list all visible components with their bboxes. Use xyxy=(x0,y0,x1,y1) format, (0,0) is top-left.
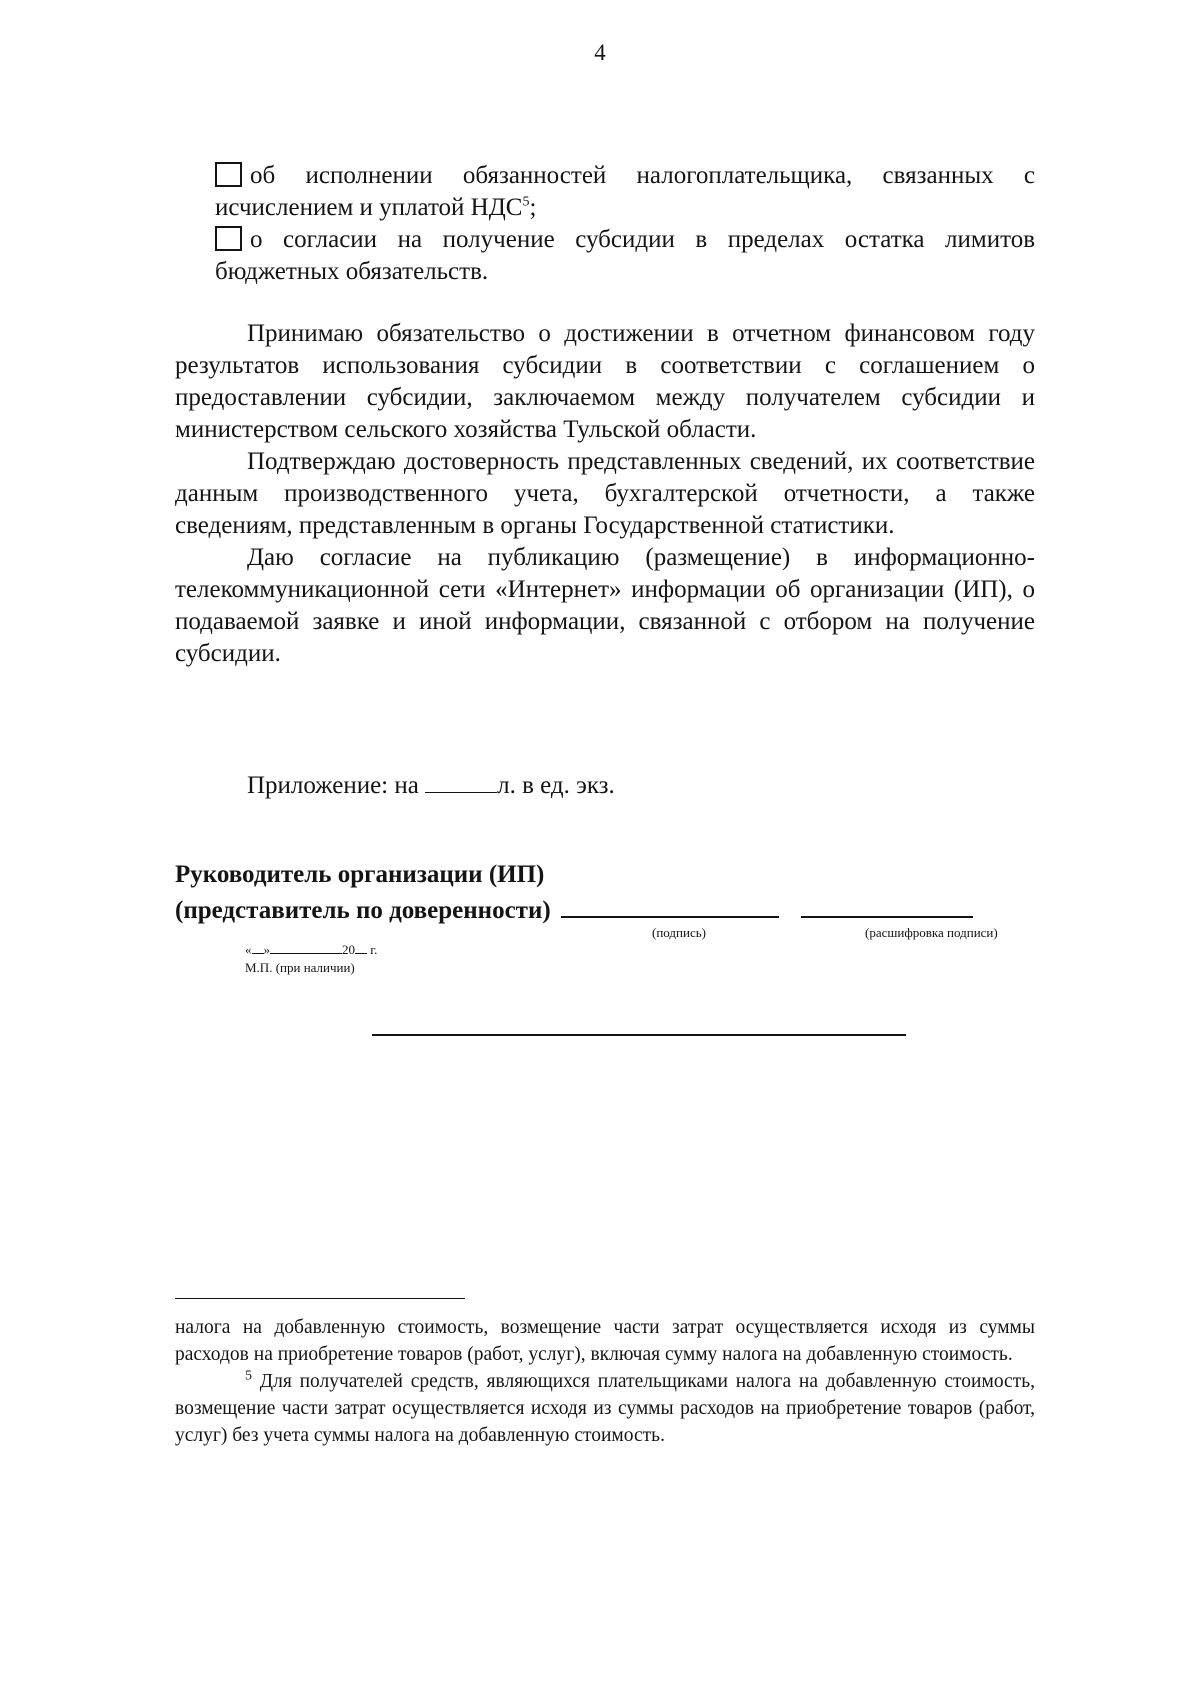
paragraph-confirmation: Подтверждаю достоверность представленных сведений, их соответствие данным производственного учета, бухгалтерской отчетности, а также сведениям, представленным в органы Государственной статистики. xyxy=(175,448,1035,539)
signature-field[interactable] xyxy=(561,892,779,918)
attachment-prefix: Приложение: на xyxy=(247,772,419,799)
attachment-suffix: л. в ед. экз. xyxy=(497,772,615,799)
separator-line xyxy=(372,1034,906,1036)
checkbox-option-limits xyxy=(215,224,1035,288)
signature-block xyxy=(175,858,1035,928)
checkbox-limits[interactable] xyxy=(215,226,242,251)
signature-title-head: Руководитель организации (ИП) xyxy=(175,861,545,888)
footnote-5-text: Для получателей средств, являющихся плательщиками налога на добавленную стоимость, возмещение части затрат осуществляется исходя из суммы расходов на приобретение товаров (работ, услуг) без учета суммы налога на добавленную стоимость. xyxy=(175,1371,1035,1446)
stamp-note: М.П. (при наличии) xyxy=(245,960,355,975)
checkbox-limits-label: о согласии на получение субсидии в пределах остатка лимитов бюджетных обязательств. xyxy=(215,226,1035,285)
signature-decoding-field[interactable] xyxy=(801,892,973,918)
footnote-5-mark: 5 xyxy=(245,1368,252,1384)
paragraph-obligation: Принимаю обязательство о достижении в отчетном финансовом году результатов использования субсидии в соответствии с соглашением о предоставлении субсидии, заключаемом между получателем субсидии и министерством сельского хозяйства Тульской области. xyxy=(175,320,1035,443)
page-number: 4 xyxy=(594,40,606,65)
footnote-continuation: налога на добавленную стоимость, возмещение части затрат осуществляется исходя из суммы расходов на приобретение товаров (работ, услуг), включая сумму налога на добавленную стоимость. xyxy=(175,1317,1035,1365)
paragraph-consent: Даю согласие на публикацию (размещение) в информационно-телекоммуникационной сети «Интернет» информации об организации (ИП), о подаваемой заявке и иной информации, связанной с отбором на получение субсидии. xyxy=(175,544,1035,667)
footnote-separator xyxy=(175,1298,465,1299)
signature-decoding-caption: (расшифровка подписи) xyxy=(865,925,998,940)
attachment-pages-field[interactable] xyxy=(425,770,497,793)
checkbox-vat-label: об исполнении обязанностей налогоплательщика, связанных с исчислением и уплатой НДС xyxy=(215,162,1035,221)
date-field[interactable]: « » 20 г. xyxy=(245,942,378,957)
declarations xyxy=(175,318,1035,670)
checkbox-vat[interactable] xyxy=(215,162,242,187)
footnotes xyxy=(175,1314,1035,1449)
checkbox-option-vat: об исполнении обязанностей налогоплательщика, связанных с исчислением и уплатой НДС$^5$; xyxy=(215,162,1035,221)
footnote-ref-5: 5 xyxy=(522,194,530,210)
signature-title-representative: (представитель по доверенности) xyxy=(175,892,1035,928)
checkbox-list xyxy=(175,160,1035,288)
signature-caption: (подпись) xyxy=(652,925,706,940)
footnote-5 xyxy=(175,1368,1035,1449)
attachment xyxy=(175,770,1035,802)
